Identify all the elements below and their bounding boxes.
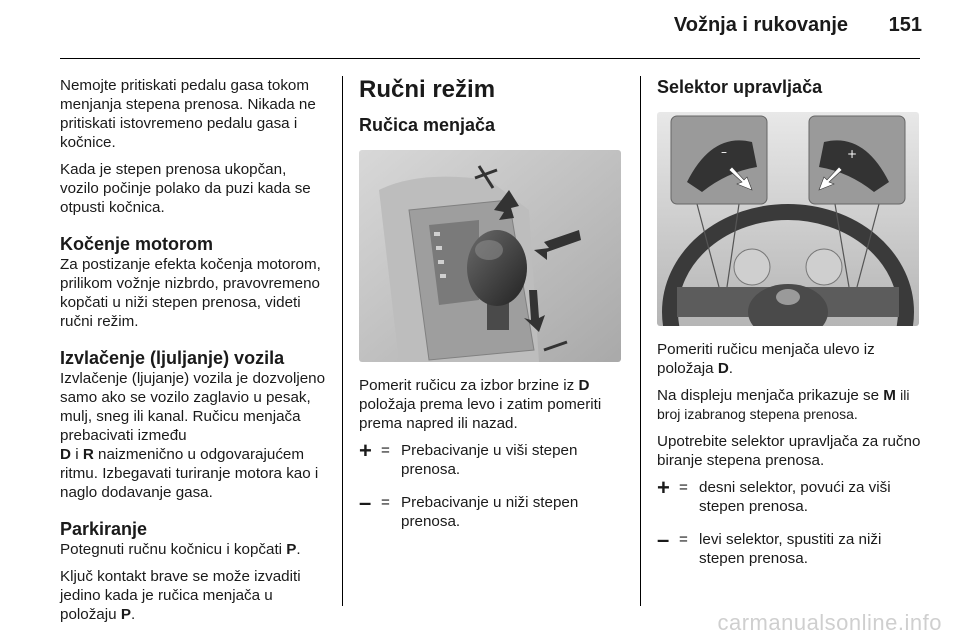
steering-wheel-figure (657, 112, 919, 326)
selector-paragraph-1: Pomeriti ručicu menjača ulevo iz položaja D. (657, 341, 875, 377)
column-3 (657, 76, 925, 582)
selector-paragraph-3: Upotrebite selektor upravljača za ručno biranje stepena prenosa. (657, 433, 921, 469)
legend-row-left-selector (657, 527, 925, 568)
engine-brake-heading: Kočenje motorom (60, 234, 214, 254)
legend-row-upshift (359, 438, 623, 479)
svg-text:+: + (847, 147, 858, 161)
legend-text: levi selektor, spustiti za niži stepen prenosa. (699, 531, 882, 567)
minus-icon: – (657, 527, 670, 552)
legend-equals: = (381, 494, 390, 511)
manual-mode-heading: Ručni režim (359, 76, 496, 103)
plus-icon: + (359, 438, 372, 463)
column-divider-2 (640, 76, 641, 606)
svg-text:–: – (721, 145, 727, 159)
legend-text: desni selektor, povući za viši stepen prenosa. (699, 479, 891, 515)
legend-equals: = (381, 442, 390, 459)
rocking-text: Izvlačenje (ljujanje) vozila je dozvoljeno samo ako se vozilo zaglavio u pesak, mulj, sneg ili kanal. Ručicu menjača prebacivati između D i R naizmenično u odgovarajućem ritmu. Izbegavati turiranje motora kao i naglo dodavanje gasa. (60, 370, 326, 501)
header-rule (60, 58, 920, 59)
legend-row-right-selector (657, 475, 925, 516)
engine-brake-text: Za postizanje efekta kočenja motorom, prilikom vožnje nizbrdo, pravovremeno kopčati u niži stepen prenosa, videti ručni režim. (60, 256, 321, 330)
legend-text: Prebacivanje u viši stepen prenosa. (401, 442, 578, 478)
parking-heading: Parkiranje (60, 519, 148, 539)
steering-selector-heading: Selektor upravljača (657, 77, 823, 97)
legend-row-downshift (359, 490, 623, 531)
column-1 (60, 76, 326, 632)
manual-mode-instruction: Pomerit ručicu za izbor brzine iz D položaja prema levo i zatim pomeriti prema napred ili nazad. (359, 377, 602, 432)
plus-icon: + (657, 475, 670, 500)
intro-paragraph-2: Kada je stepen prenosa ukopčan, vozilo počinje polako da puzi kada se otpusti kočnica. (60, 161, 311, 216)
page-number: 151 (888, 14, 922, 36)
key-text: Ključ kontakt brave se može izvaditi jedino kada je ručica menjača u položaju P. (60, 568, 301, 623)
column-2 (359, 76, 623, 545)
parking-text: Potegnuti ručnu kočnicu i kopčati P. (60, 541, 301, 558)
watermark: carmanualsonline.info (717, 610, 942, 635)
column-divider-1 (342, 76, 343, 606)
selector-paragraph-2: Na displeju menjača prikazuje se M ili broj izabranog stepena prenosa. (657, 387, 910, 422)
minus-icon: – (359, 490, 372, 515)
gear-lever-subheading: Ručica menjača (359, 115, 496, 135)
intro-paragraph-1: Nemojte pritiskati pedalu gasa tokom menjanja stepena prenosa. Nikada ne pritiskati istovremeno pedalu gasa i kočnice. (60, 77, 316, 151)
legend-text: Prebacivanje u niži stepen prenosa. (401, 494, 579, 530)
gear-lever-figure (359, 150, 621, 362)
legend-equals: = (679, 531, 688, 548)
legend-equals: = (679, 479, 688, 496)
header-title: Vožnja i rukovanje (673, 14, 848, 36)
rocking-heading: Izvlačenje (ljuljanje) vozila (60, 348, 285, 368)
